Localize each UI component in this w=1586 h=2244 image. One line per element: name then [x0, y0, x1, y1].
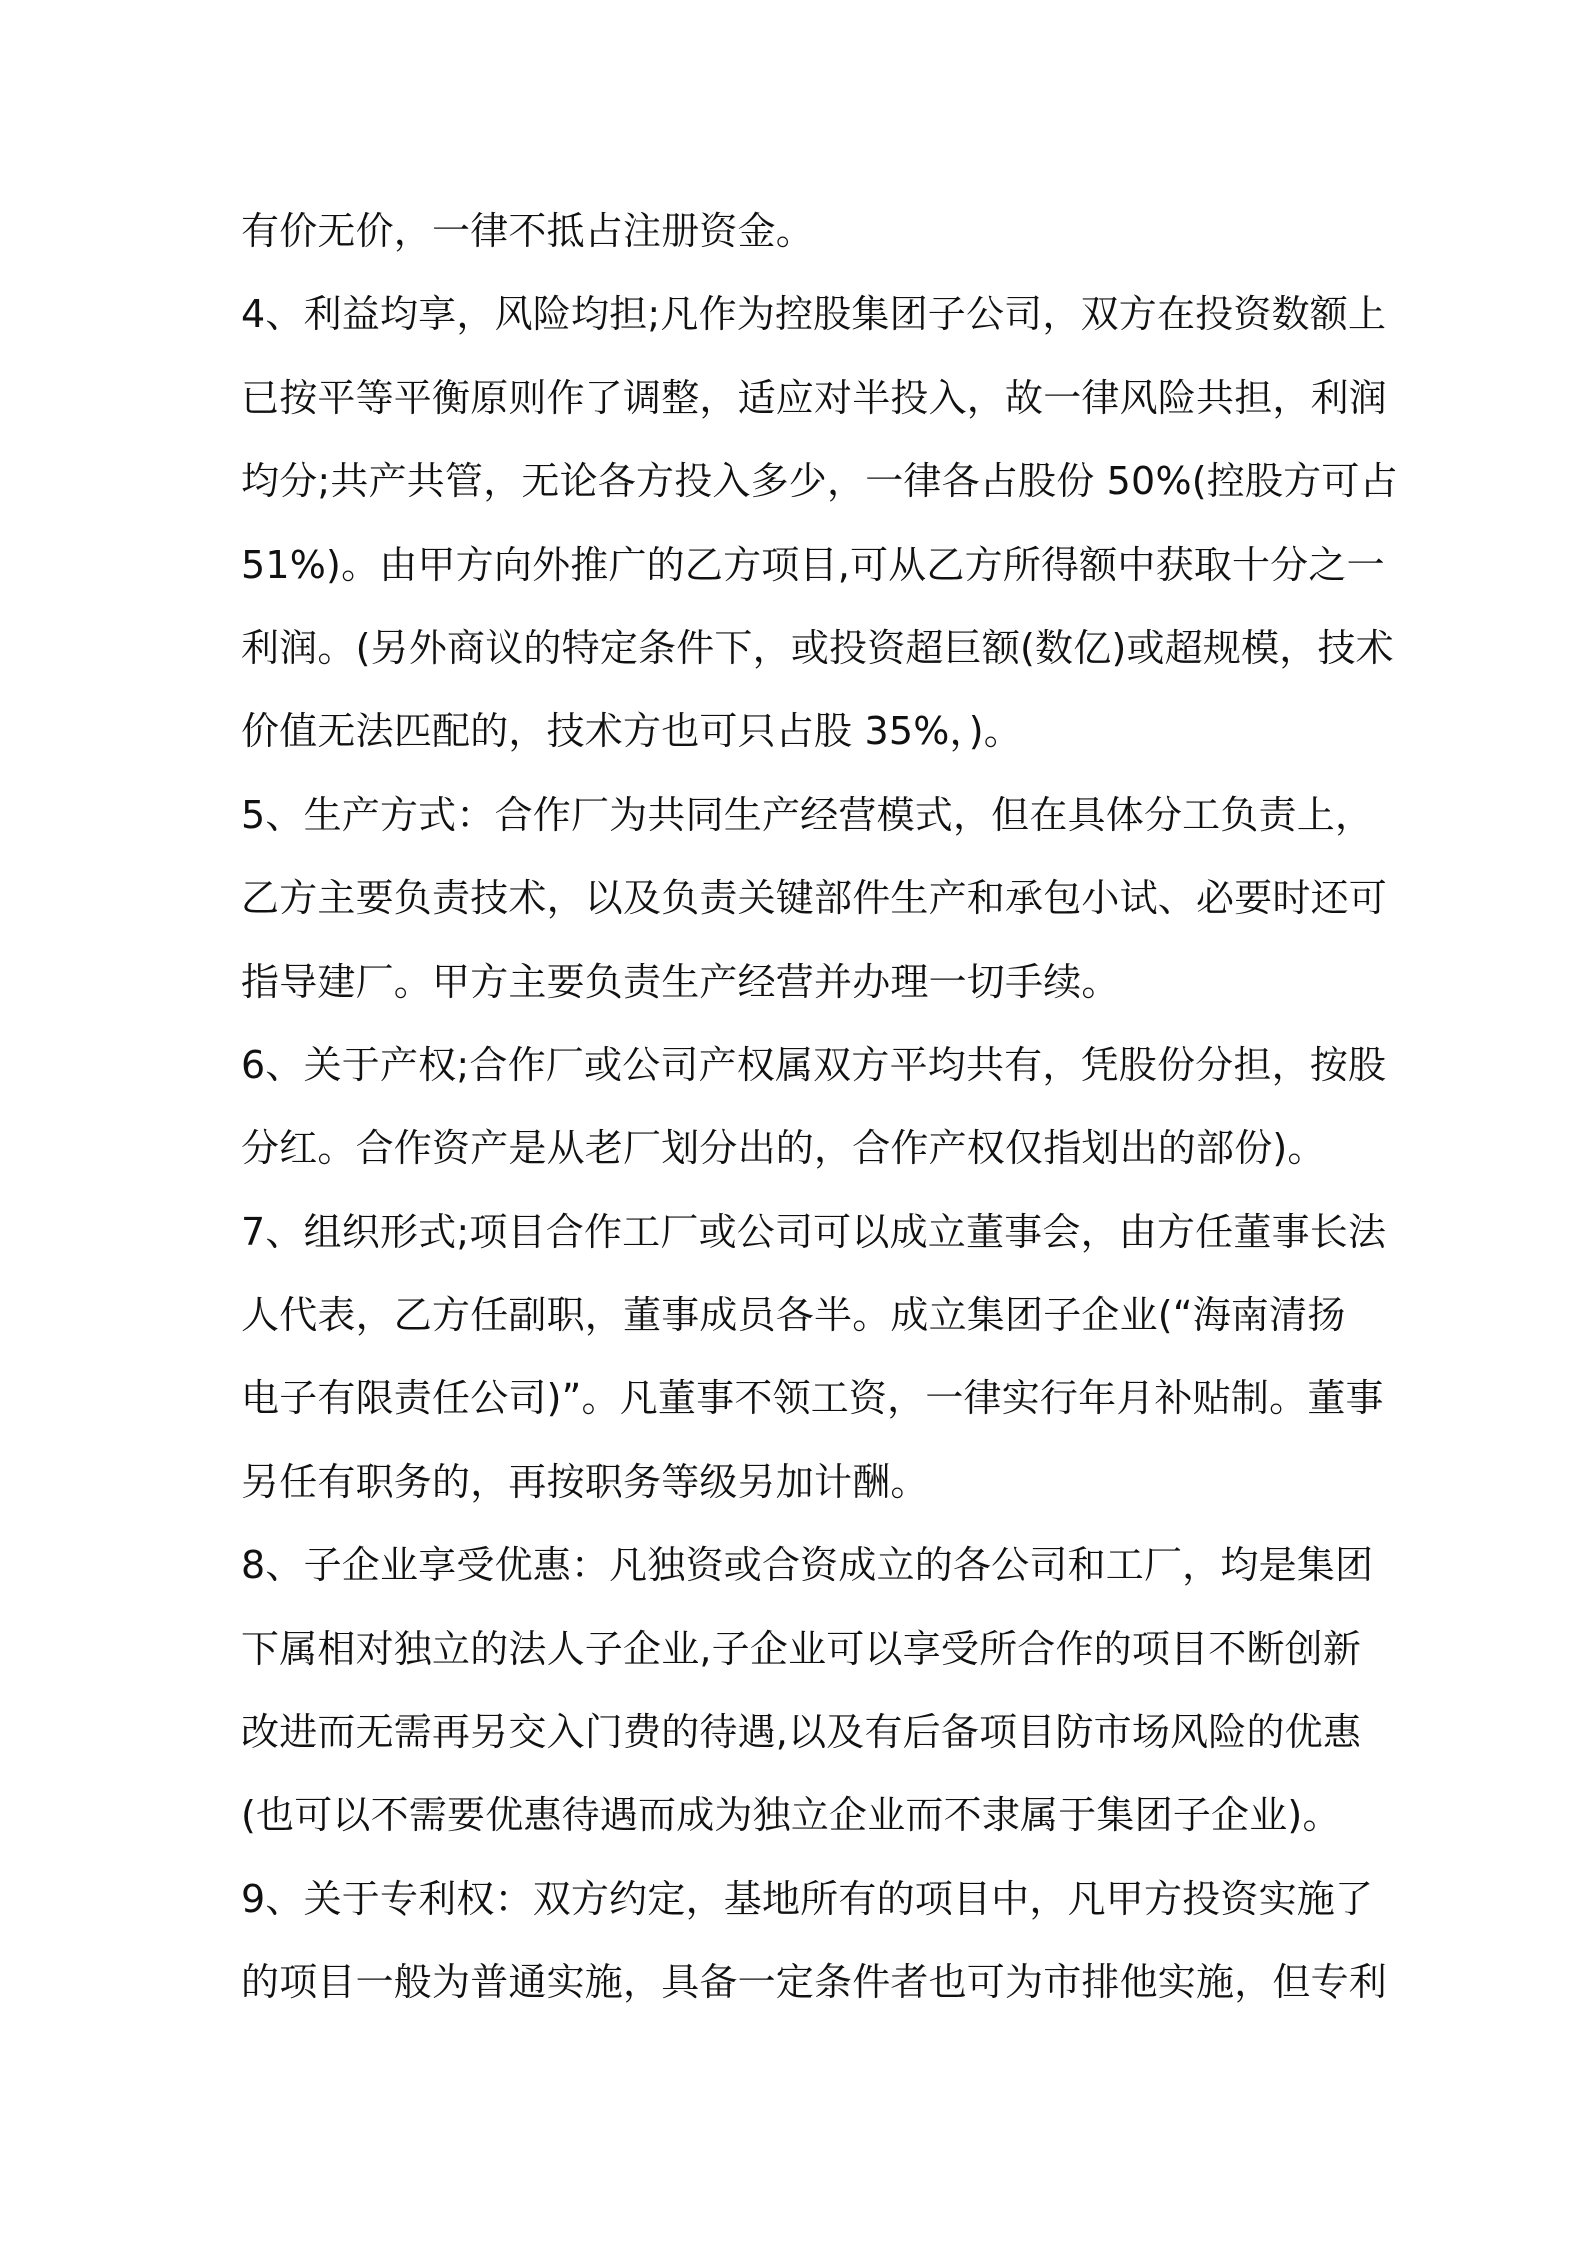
text-line: 已按平等平衡原则作了调整，适应对半投入，故一律风险共担，利润	[241, 375, 1388, 420]
text-line: 有价无价，一律不抵占注册资金。	[241, 209, 815, 253]
text-line: 改进而无需再另交入门费的待遇,以及有后备项目防市场风险的优惠	[241, 1710, 1362, 1755]
text-line: 下属相对独立的法人子企业,子企业可以享受所合作的项目不断创新	[241, 1626, 1362, 1671]
text-line: 7、组织形式;项目合作工厂或公司可以成立董事会，由方任董事长法	[241, 1209, 1387, 1254]
text-line: 人代表，乙方任副职，董事成员各半。成立集团子企业(“海南清扬	[241, 1293, 1346, 1338]
text-line: 均分;共产共管，无论各方投入多少，一律各占股份 50%(控股方可占	[241, 459, 1398, 504]
document-body	[241, 190, 1398, 2025]
text-line: 9、关于专利权：双方约定，基地所有的项目中，凡甲方投资实施了	[241, 1876, 1374, 1921]
text-line: 电子有限责任公司)”。凡董事不领工资，一律实行年月补贴制。董事	[241, 1376, 1384, 1421]
text-line: 乙方主要负责技术，以及负责关键部件生产和承包小试、必要时还可	[241, 876, 1388, 921]
text-line: 8、子企业享受优惠：凡独资或合资成立的各公司和工厂，均是集团	[241, 1543, 1374, 1588]
text-line: 指导建厂。甲方主要负责生产经营并办理一切手续。	[241, 959, 1120, 1004]
text-line: (也可以不需要优惠待遇而成为独立企业而不隶属于集团子企业)。	[241, 1793, 1341, 1838]
text-line: 利润。(另外商议的特定条件下，或投资超巨额(数亿)或超规模，技术	[241, 625, 1394, 670]
text-line: 4、利益均享，风险均担;凡作为控股集团子公司，双方在投资数额上	[241, 292, 1387, 337]
text-line: 另任有职务的，再按职务等级另加计酬。	[241, 1459, 929, 1504]
text-line: 5、生产方式：合作厂为共同生产经营模式，但在具体分工负责上，	[241, 792, 1374, 837]
text-line: 价值无法匹配的，技术方也可只占股 35%，)。	[241, 709, 1022, 754]
text-line: 6、关于产权;合作厂或公司产权属双方平均共有，凭股份分担，按股	[241, 1042, 1387, 1087]
text-line: 分红。合作资产是从老厂划分出的，合作产权仅指划出的部份)。	[241, 1126, 1326, 1171]
text-line: 51%)。由甲方向外推广的乙方项目,可从乙方所得额中获取十分之一	[241, 542, 1385, 587]
text-line: 的项目一般为普通实施，具备一定条件者也可为市排他实施，但专利	[241, 1960, 1388, 2005]
